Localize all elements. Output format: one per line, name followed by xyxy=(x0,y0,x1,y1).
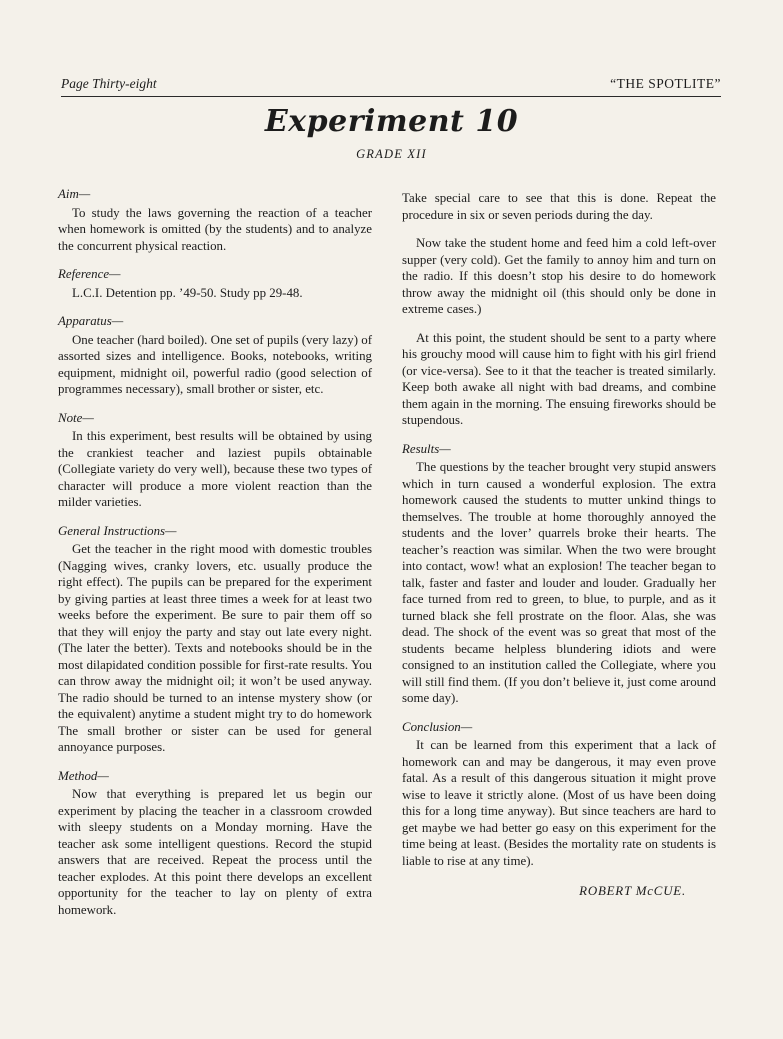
method-section xyxy=(58,768,372,919)
aim-section xyxy=(58,186,372,254)
conclusion-label: Conclusion— xyxy=(402,719,473,734)
note-text: In this experiment, best results will be obtained by using the crankiest teacher and laziest pupils obtainable (Collegiate variety do very well), because these two types of character will produce a more violent reaction than the milder varieties. xyxy=(58,429,372,509)
right-column xyxy=(402,190,716,900)
apparatus-label: Apparatus— xyxy=(58,314,124,328)
article-subtitle: GRADE XII xyxy=(356,147,427,161)
results-section xyxy=(402,441,716,707)
reference-label: Reference— xyxy=(58,267,121,281)
method-label: Method— xyxy=(58,768,109,783)
method-continued-text: Take special care to see that this is done. Repeat the procedure in six or seven periods during the day. xyxy=(402,191,716,222)
left-column xyxy=(58,186,372,930)
general-instructions-section xyxy=(58,523,372,756)
apparatus-text: One teacher (hard boiled). One set of pupils (very lazy) of assorted sizes and intelligence. Books, notebooks, writing equipment, midnight oil, powerful radio (good selection of programmes necessary), small brother or sister, etc. xyxy=(58,332,372,396)
conclusion-section xyxy=(402,719,716,870)
publication-name: “THE SPOTLITE” xyxy=(610,76,721,91)
aim-text: To study the laws governing the reaction of a teacher when homework is omitted (by the students) and to analyze the concurrent physical reaction. xyxy=(58,205,372,253)
aim-label: Aim— xyxy=(58,187,91,201)
student-home-text: Now take the student home and feed him a cold left-over supper (very cold). Get the family to annoy him and turn on the radio. If this doesn’t stop his desire to do homework throw away the midnight oil (this should only be done in extreme cases.) xyxy=(402,236,716,316)
method-text: Now that everything is prepared let us begin our experiment by placing the teacher in a classroom crowded with sleepy students on a Monday morning. Have the teacher ask some intelligent questions. Record the stupid answers that are received. Repeat the process until the teacher explodes. At this point there develops an excellent opportunity for the teacher to lay on plenty of extra homework. xyxy=(58,787,372,917)
general-instructions-label: General Instructions— xyxy=(58,523,177,538)
results-text: The questions by the teacher brought very stupid answers which in turn caused a wonderful explosion. The extra homework caused the students to mutter unkind things to themselves. The trouble at home thoroughly annoyed the students and the lover’ quarrels broke their hearts. The teacher’s reaction was similar. When the two were brought into contact, wow! what an explosion! The teacher began to talk, faster and faster and louder and louder. Gradually her face turned from red to green, to blue, to purple, and as it turned black she fell prostrate on the floor. Alas, she was dead. The shock of the event was so great that most of the students became helpless blundering idiots and were consigned to an institution called the Collegiate, where you will still find them. (If you don’t believe it, just come around some day). xyxy=(402,460,716,705)
results-label: Results— xyxy=(402,441,451,456)
page-header xyxy=(61,76,721,92)
reference-text: L.C.I. Detention pp. ’49-50. Study pp 29-48. xyxy=(72,285,303,300)
apparatus-section xyxy=(58,313,372,398)
conclusion-text: It can be learned from this experiment that a lack of homework can and may be dangerous, it may even prove fatal. As a result of this dangerous situation it might prove wise to leave it strictly alone. (Most of us have been doing this for a long time anyway). But since teachers are hard to get maybe we had better go easy on this experiment for the time being at least. (Besides the mortality rate on students is liable to rise at any time). xyxy=(402,738,716,868)
article-title: Experiment 10 xyxy=(264,104,519,139)
note-label: Note— xyxy=(58,410,94,425)
header-rule xyxy=(61,96,721,97)
reference-section xyxy=(58,266,372,301)
general-instructions-text: Get the teacher in the right mood with domestic troubles (Nagging wives, cranky lovers, etc. usually produce the right effect). The pupils can be prepared for the experiment by giving parties at least three times a week for at least two weeks before the experiment. Be sure to pair them off so that they will enjoy the party and stay out late every night. (The later the better). Texts and notebooks should be in the most dilapidated condition possible for first-rate results. You can throw away the midnight oil; it won’t be used anyway. The radio should be turned to an intense mystery show (or the equivalent) anytime a student might try to do homework The small brother or sister can be used for general annoyance purposes. xyxy=(58,542,372,754)
party-text: At this point, the student should be sent to a party where his grouchy mood will cause him to fight with his girl friend (or vice-versa). See to it that the teacher is treated similarly. Keep both awake all night with bad dreams, and combine them again in the morning. The ensuing fireworks should be stupendous. xyxy=(402,330,716,427)
author-signature: ROBERT McCUE. xyxy=(579,884,686,898)
page-number: Page Thirty-eight xyxy=(61,76,157,91)
note-section xyxy=(58,410,372,511)
